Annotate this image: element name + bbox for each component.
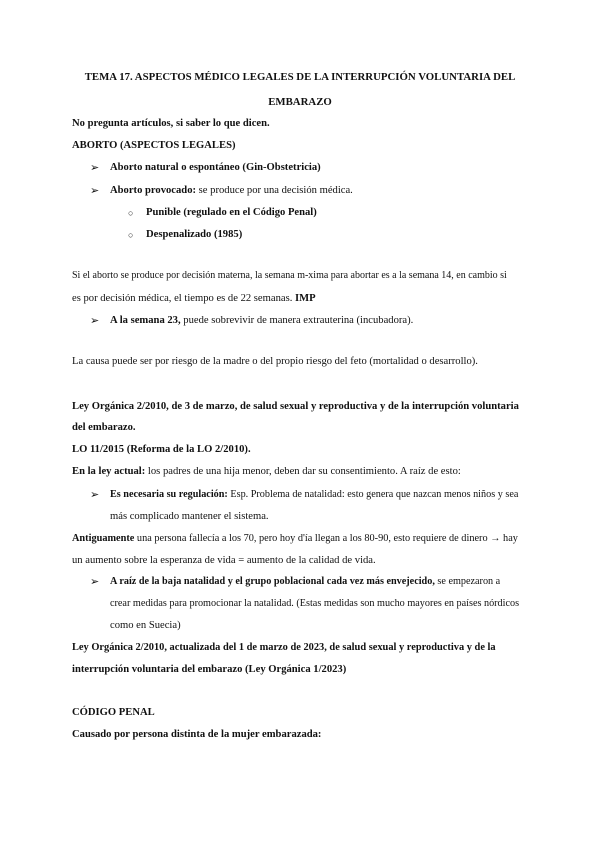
ley-actual-text: los padres de una hija menor, deben dar su consentimiento. A raíz de esto: (145, 466, 461, 477)
bullet-provocado-bold: Aborto provocado: (110, 185, 197, 196)
natalidad-line1 (110, 576, 500, 587)
circle-bullet-icon: ○ (128, 208, 134, 218)
bullet-provocado (110, 185, 353, 196)
natalidad-bold: A raíz de la baja natalidad y el grupo poblacional cada vez más envejecido, (110, 576, 435, 587)
ley2-line2: interrupción voluntaria del embarazo (Ley Orgánica 1/2023) (72, 664, 347, 675)
ley2-line1: Ley Orgánica 2/2010, actualizada del 1 de marzo de 2023, de salud sexual y reproductiva y de la (72, 642, 496, 653)
ley1-line1: Ley Orgánica 2/2010, de 3 de marzo, de salud sexual y reproductiva y de la interrupción voluntaria (72, 401, 519, 412)
ley-actual-bold: En la ley actual: (72, 466, 146, 477)
arrow-bullet-icon: ➢ (90, 576, 100, 588)
imp-label: IMP (292, 293, 316, 304)
note-line: No pregunta artículos, si saber lo que dicen. (72, 118, 270, 129)
bullet-semana-bold: A la semana 23, (110, 315, 181, 326)
bullet-semana-text: puede sobrevivir de manera extrauterina (incubadora). (180, 315, 414, 326)
regulacion-line2: más complicado mantener el sistema. (110, 511, 269, 522)
para1-line1: Si el aborto se produce por decisión materna, la semana m-xima para abortar es a la semana 14, en cambio si (72, 270, 507, 281)
bullet-natural: Aborto natural o espontáneo (Gin-Obstetricia) (110, 162, 321, 173)
doc-title-line1: TEMA 17. ASPECTOS MÉDICO LEGALES DE LA INTERRUPCIÓN VOLUNTARIA DEL (84, 71, 516, 83)
causa-line: La causa puede ser por riesgo de la madre o del propio riesgo del feto (mortalidad o desarrollo). (72, 356, 478, 367)
arrow-bullet-icon: ➢ (90, 489, 100, 501)
doc-title-line2: EMBARAZO (268, 96, 332, 108)
para1-line2-text: es por decisión médica, el tiempo es de 22 semanas. (72, 293, 293, 304)
aborto-heading: ABORTO (ASPECTOS LEGALES) (72, 140, 236, 151)
codigo-penal-heading: CÓDIGO PENAL (72, 707, 155, 718)
bullet-provocado-text: se produce por una decisión médica. (196, 185, 353, 196)
natalidad-line3: como en Suecia) (110, 620, 181, 631)
lo11-line: LO 11/2015 (Reforma de la LO 2/2010). (72, 444, 251, 455)
natalidad-text: se empezaron a (434, 576, 501, 587)
bullet-semana (110, 315, 413, 326)
ley-actual-line (72, 466, 461, 477)
sub-punible: Punible (regulado en el Código Penal) (146, 207, 317, 218)
arrow-bullet-icon: ➢ (90, 185, 100, 197)
ley1-line2: del embarazo. (72, 422, 136, 433)
antiguamente-line1 (72, 533, 518, 544)
antiguamente-bold: Antiguamente (72, 533, 135, 544)
causado-line: Causado por persona distinta de la mujer embarazada: (72, 729, 322, 740)
regulacion-bold: Es necesaria su regulación: (110, 489, 228, 500)
arrow-bullet-icon: ➢ (90, 315, 100, 327)
antiguamente-text: una persona fallecía a los 70, pero hoy d'ía llegan a los 80-90, esto requiere de dinero → hay (134, 533, 518, 544)
arrow-bullet-icon: ➢ (90, 162, 100, 174)
antiguamente-line2: un aumento sobre la esperanza de vida = aumento de la calidad de vida. (72, 555, 376, 566)
regulacion-line1 (110, 489, 518, 500)
para1-line2 (72, 293, 316, 304)
regulacion-text: Esp. Problema de natalidad: esto genera que nazcan menos niños y sea (227, 489, 519, 500)
natalidad-line2: crear medidas para promocionar la natalidad. (Estas medidas son mucho mayores en países nórdicos (110, 598, 520, 609)
circle-bullet-icon: ○ (128, 230, 134, 240)
sub-despenalizado: Despenalizado (1985) (146, 229, 243, 240)
